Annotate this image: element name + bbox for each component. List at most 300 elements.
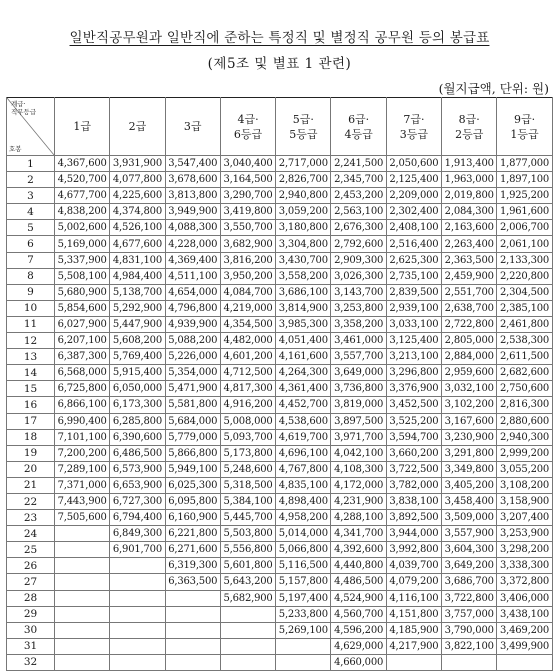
step-cell: 5 <box>7 220 55 236</box>
step-cell: 29 <box>7 606 55 622</box>
salary-cell: 2,839,500 <box>386 284 441 300</box>
salary-cell: 5,354,000 <box>165 365 220 381</box>
salary-cell: 5,173,800 <box>220 445 275 461</box>
salary-cell: 6,050,000 <box>110 381 165 397</box>
table-body <box>7 156 553 671</box>
salary-cell: 2,363,500 <box>442 252 497 268</box>
salary-cell: 6,794,400 <box>110 510 165 526</box>
salary-cell: 3,338,300 <box>497 558 552 574</box>
step-cell: 17 <box>7 413 55 429</box>
salary-cell: 4,219,000 <box>220 300 275 316</box>
salary-cell: 3,525,200 <box>386 413 441 429</box>
step-cell: 9 <box>7 284 55 300</box>
salary-cell: 3,686,100 <box>276 284 331 300</box>
step-cell: 11 <box>7 316 55 332</box>
salary-cell: 3,180,800 <box>276 220 331 236</box>
salary-cell: 3,790,000 <box>442 622 497 638</box>
table-row <box>7 316 553 332</box>
salary-cell: 6,173,300 <box>110 397 165 413</box>
salary-cell: 6,271,600 <box>165 542 220 558</box>
salary-cell: 4,654,000 <box>165 284 220 300</box>
step-cell: 20 <box>7 461 55 477</box>
salary-cell: 3,304,800 <box>276 236 331 252</box>
salary-cell: 5,608,200 <box>110 333 165 349</box>
salary-cell: 3,649,200 <box>442 558 497 574</box>
salary-cell: 3,033,100 <box>386 316 441 332</box>
salary-cell: 5,447,900 <box>110 316 165 332</box>
step-cell: 6 <box>7 236 55 252</box>
salary-cell <box>220 606 275 622</box>
salary-cell: 4,796,800 <box>165 300 220 316</box>
salary-cell: 3,838,100 <box>386 493 441 509</box>
salary-cell: 3,405,200 <box>442 477 497 493</box>
salary-cell: 5,684,000 <box>165 413 220 429</box>
salary-cell: 4,511,100 <box>165 268 220 284</box>
salary-cell: 3,296,800 <box>386 365 441 381</box>
salary-cell: 3,213,100 <box>386 349 441 365</box>
salary-cell <box>55 574 110 590</box>
salary-cell: 3,438,100 <box>497 606 552 622</box>
salary-cell: 4,838,200 <box>55 204 110 220</box>
salary-cell: 5,866,800 <box>165 445 220 461</box>
salary-cell: 2,999,200 <box>497 445 552 461</box>
salary-cell: 2,125,400 <box>386 172 441 188</box>
salary-cell: 4,560,700 <box>331 606 386 622</box>
salary-cell: 2,461,800 <box>497 316 552 332</box>
salary-cell: 3,298,200 <box>497 542 552 558</box>
salary-cell: 5,503,800 <box>220 526 275 542</box>
salary-cell: 3,358,200 <box>331 316 386 332</box>
salary-cell <box>55 622 110 638</box>
salary-cell: 6,027,900 <box>55 316 110 332</box>
salary-cell: 4,264,300 <box>276 365 331 381</box>
table-row <box>7 526 553 542</box>
step-cell: 12 <box>7 333 55 349</box>
step-cell: 7 <box>7 252 55 268</box>
salary-cell: 6,653,900 <box>110 477 165 493</box>
salary-cell: 6,573,900 <box>110 461 165 477</box>
table-row <box>7 300 553 316</box>
column-header: 3급 <box>165 98 220 156</box>
salary-cell: 2,940,800 <box>276 188 331 204</box>
table-row <box>7 461 553 477</box>
salary-cell: 3,819,000 <box>331 397 386 413</box>
salary-cell: 3,376,900 <box>386 381 441 397</box>
salary-cell <box>110 574 165 590</box>
salary-cell <box>276 638 331 654</box>
salary-cell: 2,826,700 <box>276 172 331 188</box>
salary-cell: 3,509,000 <box>442 510 497 526</box>
table-row <box>7 381 553 397</box>
salary-cell: 2,717,000 <box>276 156 331 172</box>
step-cell: 16 <box>7 397 55 413</box>
table-row <box>7 542 553 558</box>
salary-cell: 5,014,000 <box>276 526 331 542</box>
salary-cell: 4,817,300 <box>220 381 275 397</box>
salary-cell: 4,984,400 <box>110 268 165 284</box>
salary-cell: 2,408,100 <box>386 220 441 236</box>
salary-cell: 4,225,600 <box>110 188 165 204</box>
salary-cell: 6,727,300 <box>110 493 165 509</box>
salary-cell <box>442 654 497 670</box>
salary-cell: 3,557,700 <box>331 349 386 365</box>
salary-cell: 5,248,600 <box>220 461 275 477</box>
salary-cell: 6,319,300 <box>165 558 220 574</box>
salary-cell: 5,138,700 <box>110 284 165 300</box>
step-cell: 10 <box>7 300 55 316</box>
salary-cell: 2,220,800 <box>497 268 552 284</box>
salary-cell: 5,233,800 <box>276 606 331 622</box>
salary-cell: 4,288,100 <box>331 510 386 526</box>
document-title: 일반직공무원과 일반직에 준하는 특정직 및 별정직 공무원 등의 봉급표 <box>69 30 490 46</box>
salary-cell: 3,971,700 <box>331 429 386 445</box>
salary-cell: 6,095,800 <box>165 493 220 509</box>
salary-cell: 2,084,300 <box>442 204 497 220</box>
salary-cell: 3,944,000 <box>386 526 441 542</box>
salary-cell: 3,164,500 <box>220 172 275 188</box>
salary-cell: 3,032,100 <box>442 381 497 397</box>
salary-cell: 2,551,700 <box>442 284 497 300</box>
salary-cell: 3,649,000 <box>331 365 386 381</box>
salary-cell: 4,042,100 <box>331 445 386 461</box>
salary-cell: 4,369,400 <box>165 252 220 268</box>
salary-cell: 1,925,200 <box>497 188 552 204</box>
salary-cell: 4,172,000 <box>331 477 386 493</box>
table-row <box>7 622 553 638</box>
salary-cell: 5,854,600 <box>55 300 110 316</box>
salary-cell: 5,581,800 <box>165 397 220 413</box>
salary-cell: 4,629,000 <box>331 638 386 654</box>
column-header: 5급· 5등급 <box>276 98 331 156</box>
step-cell: 8 <box>7 268 55 284</box>
salary-cell: 4,601,200 <box>220 349 275 365</box>
salary-cell: 7,200,200 <box>55 445 110 461</box>
salary-cell: 5,269,100 <box>276 622 331 638</box>
salary-cell: 5,769,400 <box>110 349 165 365</box>
salary-cell: 5,157,800 <box>276 574 331 590</box>
salary-cell <box>220 638 275 654</box>
salary-cell: 3,499,900 <box>497 638 552 654</box>
salary-cell: 7,443,900 <box>55 493 110 509</box>
salary-cell: 4,354,500 <box>220 316 275 332</box>
salary-cell: 3,557,900 <box>442 526 497 542</box>
salary-cell: 3,813,800 <box>165 188 220 204</box>
salary-cell: 5,601,800 <box>220 558 275 574</box>
step-cell: 32 <box>7 654 55 670</box>
salary-cell: 4,619,700 <box>276 429 331 445</box>
salary-cell: 3,736,800 <box>331 381 386 397</box>
salary-cell: 2,940,300 <box>497 429 552 445</box>
salary-cell: 5,471,900 <box>165 381 220 397</box>
salary-cell <box>165 638 220 654</box>
salary-cell: 2,019,800 <box>442 188 497 204</box>
salary-cell: 4,660,000 <box>331 654 386 670</box>
salary-cell: 5,093,700 <box>220 429 275 445</box>
salary-cell: 3,558,200 <box>276 268 331 284</box>
salary-cell: 4,835,100 <box>276 477 331 493</box>
corner-cell <box>7 98 55 156</box>
salary-cell: 2,611,500 <box>497 349 552 365</box>
salary-cell: 2,345,700 <box>331 172 386 188</box>
table-row <box>7 493 553 509</box>
salary-cell: 4,767,800 <box>276 461 331 477</box>
step-cell: 23 <box>7 510 55 526</box>
table-row <box>7 574 553 590</box>
salary-table <box>6 97 553 671</box>
salary-cell <box>165 590 220 606</box>
salary-cell <box>55 606 110 622</box>
table-header <box>7 98 553 156</box>
salary-cell: 2,735,100 <box>386 268 441 284</box>
salary-cell: 3,822,100 <box>442 638 497 654</box>
salary-cell: 5,169,000 <box>55 236 110 252</box>
salary-cell: 3,143,700 <box>331 284 386 300</box>
salary-cell: 3,461,000 <box>331 333 386 349</box>
salary-cell: 3,158,900 <box>497 493 552 509</box>
salary-cell: 6,849,300 <box>110 526 165 542</box>
table-row <box>7 429 553 445</box>
salary-cell <box>386 654 441 670</box>
salary-cell: 2,209,000 <box>386 188 441 204</box>
table-row <box>7 156 553 172</box>
salary-cell: 3,406,000 <box>497 590 552 606</box>
table-row <box>7 413 553 429</box>
column-header: 7급· 3등급 <box>386 98 441 156</box>
salary-cell: 3,458,400 <box>442 493 497 509</box>
salary-cell: 4,185,900 <box>386 622 441 638</box>
salary-cell: 6,160,900 <box>165 510 220 526</box>
salary-cell: 4,367,600 <box>55 156 110 172</box>
salary-cell: 2,682,600 <box>497 365 552 381</box>
salary-cell <box>165 622 220 638</box>
salary-cell: 5,643,200 <box>220 574 275 590</box>
salary-cell: 4,596,200 <box>331 622 386 638</box>
salary-cell: 6,207,100 <box>55 333 110 349</box>
salary-cell: 2,453,200 <box>331 188 386 204</box>
salary-cell: 5,445,700 <box>220 510 275 526</box>
corner-label-step: 호봉 <box>9 145 22 153</box>
salary-cell: 1,897,100 <box>497 172 552 188</box>
salary-cell: 2,722,800 <box>442 316 497 332</box>
salary-cell: 4,341,700 <box>331 526 386 542</box>
salary-cell <box>110 606 165 622</box>
step-cell: 15 <box>7 381 55 397</box>
salary-cell: 4,084,700 <box>220 284 275 300</box>
salary-cell: 3,722,800 <box>442 590 497 606</box>
salary-cell: 2,939,100 <box>386 300 441 316</box>
salary-cell: 6,866,100 <box>55 397 110 413</box>
salary-cell: 3,949,900 <box>165 204 220 220</box>
document-subtitle: (제5조 및 별표 1 관련) <box>207 56 352 72</box>
salary-cell: 3,594,700 <box>386 429 441 445</box>
salary-cell: 5,556,800 <box>220 542 275 558</box>
salary-cell: 3,547,400 <box>165 156 220 172</box>
salary-cell: 4,108,300 <box>331 461 386 477</box>
salary-cell: 5,337,900 <box>55 252 110 268</box>
salary-cell <box>165 654 220 670</box>
salary-cell: 3,469,200 <box>497 622 552 638</box>
salary-cell: 3,931,900 <box>110 156 165 172</box>
table-row <box>7 558 553 574</box>
salary-cell: 3,026,300 <box>331 268 386 284</box>
salary-cell: 6,725,800 <box>55 381 110 397</box>
salary-cell: 4,831,100 <box>110 252 165 268</box>
salary-cell: 4,079,200 <box>386 574 441 590</box>
salary-cell: 3,059,200 <box>276 204 331 220</box>
salary-cell: 6,486,500 <box>110 445 165 461</box>
salary-cell: 3,167,600 <box>442 413 497 429</box>
salary-cell: 7,371,000 <box>55 477 110 493</box>
salary-cell: 4,116,100 <box>386 590 441 606</box>
column-header: 2급 <box>110 98 165 156</box>
table-row <box>7 590 553 606</box>
step-cell: 19 <box>7 445 55 461</box>
table-row <box>7 252 553 268</box>
salary-cell: 1,963,000 <box>442 172 497 188</box>
salary-cell: 4,077,800 <box>110 172 165 188</box>
salary-cell: 5,384,100 <box>220 493 275 509</box>
salary-cell <box>55 526 110 542</box>
column-header: 9급· 1등급 <box>497 98 552 156</box>
step-cell: 2 <box>7 172 55 188</box>
salary-cell <box>110 638 165 654</box>
table-row <box>7 236 553 252</box>
salary-cell: 2,385,100 <box>497 300 552 316</box>
salary-cell: 3,992,800 <box>386 542 441 558</box>
salary-cell: 3,291,800 <box>442 445 497 461</box>
table-row <box>7 172 553 188</box>
salary-cell: 5,779,000 <box>165 429 220 445</box>
salary-cell <box>110 622 165 638</box>
salary-cell: 3,253,800 <box>331 300 386 316</box>
salary-cell: 4,361,400 <box>276 381 331 397</box>
salary-cell: 2,880,600 <box>497 413 552 429</box>
salary-cell: 2,805,000 <box>442 333 497 349</box>
step-cell: 1 <box>7 156 55 172</box>
step-cell: 4 <box>7 204 55 220</box>
salary-cell: 3,686,700 <box>442 574 497 590</box>
salary-cell: 4,452,700 <box>276 397 331 413</box>
salary-cell: 5,680,900 <box>55 284 110 300</box>
salary-cell: 3,816,200 <box>220 252 275 268</box>
table-row <box>7 365 553 381</box>
salary-cell: 4,088,300 <box>165 220 220 236</box>
salary-cell: 3,722,500 <box>386 461 441 477</box>
salary-cell: 3,757,000 <box>442 606 497 622</box>
salary-cell: 2,516,400 <box>386 236 441 252</box>
table-row <box>7 477 553 493</box>
salary-cell: 5,002,600 <box>55 220 110 236</box>
salary-cell: 2,676,300 <box>331 220 386 236</box>
salary-cell: 5,508,100 <box>55 268 110 284</box>
salary-cell: 5,915,400 <box>110 365 165 381</box>
salary-cell: 4,696,100 <box>276 445 331 461</box>
salary-cell: 6,363,500 <box>165 574 220 590</box>
salary-cell: 6,990,400 <box>55 413 110 429</box>
salary-cell: 4,486,500 <box>331 574 386 590</box>
salary-cell: 3,682,900 <box>220 236 275 252</box>
step-cell: 30 <box>7 622 55 638</box>
table-row <box>7 333 553 349</box>
salary-cell: 4,151,800 <box>386 606 441 622</box>
salary-cell <box>55 558 110 574</box>
step-cell: 27 <box>7 574 55 590</box>
step-cell: 18 <box>7 429 55 445</box>
salary-cell: 2,050,600 <box>386 156 441 172</box>
salary-cell: 4,916,200 <box>220 397 275 413</box>
salary-cell <box>110 654 165 670</box>
salary-cell: 2,750,600 <box>497 381 552 397</box>
salary-cell <box>55 654 110 670</box>
column-header: 1급 <box>55 98 110 156</box>
salary-cell: 4,524,900 <box>331 590 386 606</box>
salary-cell: 4,374,800 <box>110 204 165 220</box>
salary-cell: 2,884,000 <box>442 349 497 365</box>
salary-cell: 3,430,700 <box>276 252 331 268</box>
salary-cell: 5,318,500 <box>220 477 275 493</box>
salary-cell: 4,392,600 <box>331 542 386 558</box>
salary-cell: 4,898,400 <box>276 493 331 509</box>
salary-cell: 3,230,900 <box>442 429 497 445</box>
salary-cell: 2,638,700 <box>442 300 497 316</box>
salary-cell: 6,901,700 <box>110 542 165 558</box>
header-row <box>7 98 553 156</box>
table-row <box>7 188 553 204</box>
salary-cell <box>220 622 275 638</box>
salary-cell: 4,482,000 <box>220 333 275 349</box>
salary-cell: 3,550,700 <box>220 220 275 236</box>
table-row <box>7 284 553 300</box>
column-header: 6급· 4등급 <box>331 98 386 156</box>
unit-note: (월지급액, 단위: 원) <box>438 81 549 96</box>
salary-cell <box>55 542 110 558</box>
table-row <box>7 445 553 461</box>
table-row <box>7 638 553 654</box>
salary-cell: 2,133,300 <box>497 252 552 268</box>
salary-cell: 4,958,200 <box>276 510 331 526</box>
salary-cell: 4,520,700 <box>55 172 110 188</box>
salary-cell: 3,452,500 <box>386 397 441 413</box>
step-cell: 26 <box>7 558 55 574</box>
salary-cell: 4,677,700 <box>55 188 110 204</box>
salary-cell: 5,116,500 <box>276 558 331 574</box>
step-cell: 31 <box>7 638 55 654</box>
salary-cell: 2,816,300 <box>497 397 552 413</box>
step-cell: 28 <box>7 590 55 606</box>
salary-cell <box>220 654 275 670</box>
salary-cell: 3,290,700 <box>220 188 275 204</box>
salary-cell: 4,526,100 <box>110 220 165 236</box>
salary-cell: 2,163,600 <box>442 220 497 236</box>
salary-cell: 7,101,100 <box>55 429 110 445</box>
salary-cell: 3,950,200 <box>220 268 275 284</box>
salary-cell: 2,792,600 <box>331 236 386 252</box>
salary-cell: 3,897,500 <box>331 413 386 429</box>
column-header: 8급· 2등급 <box>442 98 497 156</box>
salary-cell: 7,289,100 <box>55 461 110 477</box>
salary-cell: 2,006,700 <box>497 220 552 236</box>
salary-cell: 1,913,400 <box>442 156 497 172</box>
salary-cell: 2,304,500 <box>497 284 552 300</box>
salary-cell: 3,055,200 <box>497 461 552 477</box>
step-cell: 3 <box>7 188 55 204</box>
salary-cell: 2,459,900 <box>442 268 497 284</box>
salary-cell: 4,228,000 <box>165 236 220 252</box>
salary-cell: 2,625,300 <box>386 252 441 268</box>
table-row <box>7 510 553 526</box>
salary-cell: 6,221,800 <box>165 526 220 542</box>
salary-cell: 4,538,600 <box>276 413 331 429</box>
